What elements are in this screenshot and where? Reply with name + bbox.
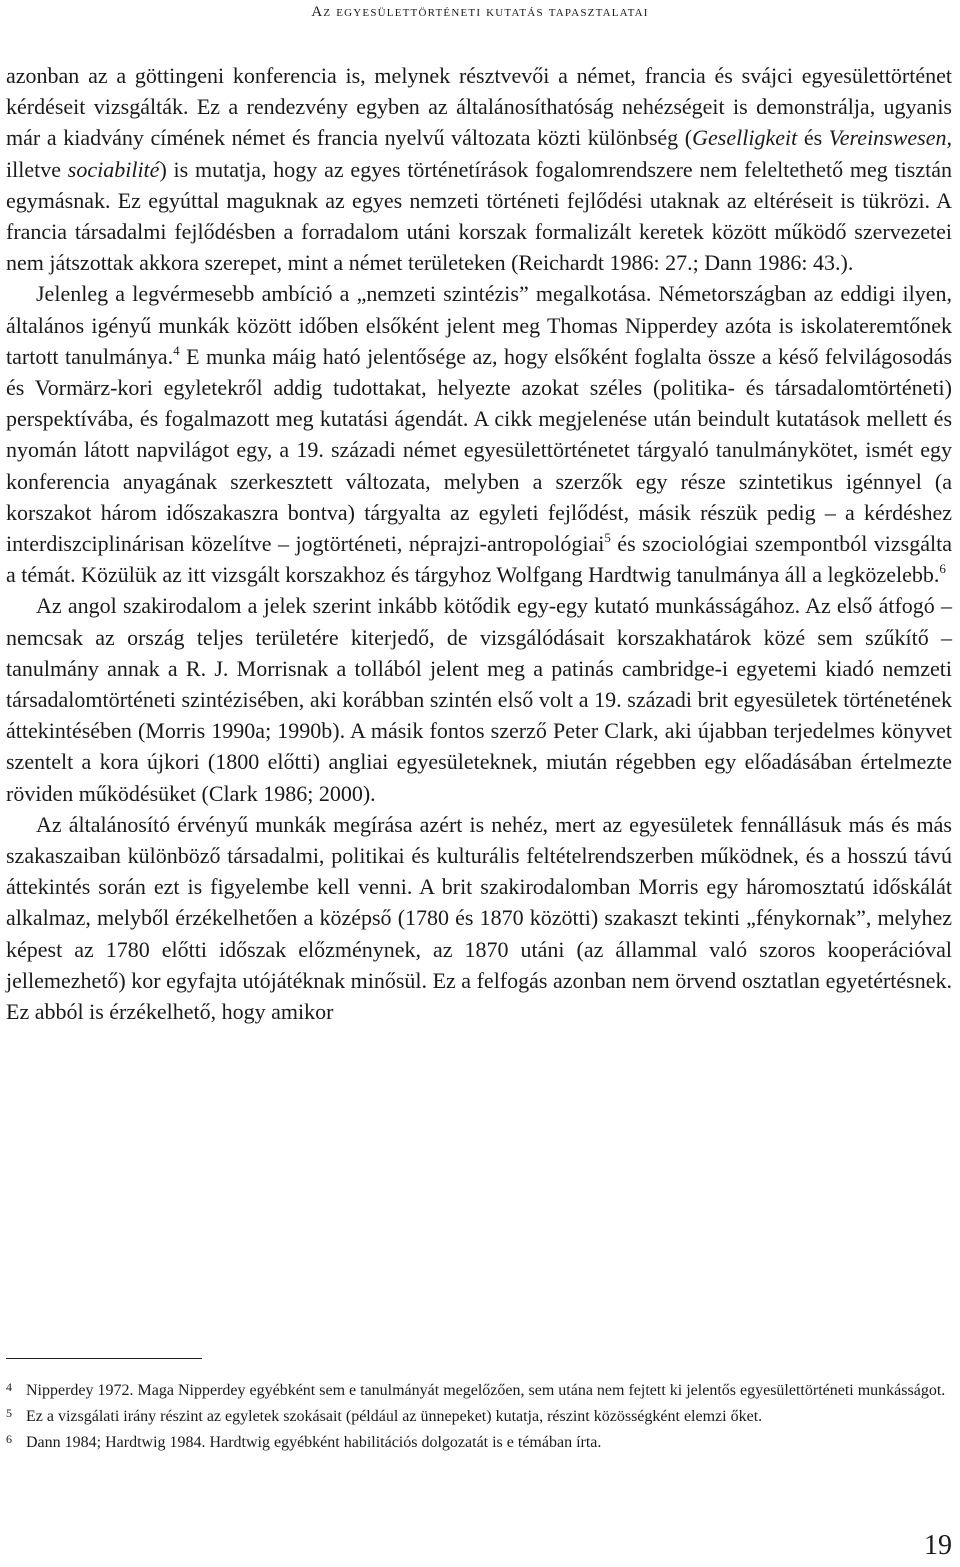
italic-term: Vereinswesen,	[828, 125, 953, 151]
text-run: illetve	[6, 156, 68, 182]
text-run: azonban az a göttingeni konferencia is, melynek résztvevői a német, francia és svájci egyesülettörténet kérdéseit vizsgálták. Ez a rendezvény egyben az általánosíthatóság nehézségeit is demonstrálja, ugyanis már a kiadvány címének német és francia nyelvű változata közti különbség (	[6, 63, 952, 151]
footnote-ref: 4	[173, 342, 180, 358]
text-run: és szociológiai szempontból vizsgálta a témát. Közülük az itt vizsgált korszakhoz és tárgyhoz Wolfgang Hardtwig tanulmánya áll a legközelebb.	[6, 531, 952, 588]
text-run: ) is mutatja, hogy az egyes történetírások fogalomrendszere nem feleltethető meg tisztán egymásnak. Ez egyúttal maguknak az egyes nemzeti történeti fejlődési utaknak az eltéréseit is tükrözi. A francia társadalmi fejlődésben a forradalom utáni korszak formalizált keretek között működő szervezetei nem játszottak akkora szerepet, mint a német területeken (Reichardt 1986: 27.; Dann 1986: 43.).	[6, 156, 952, 276]
footnotes	[6, 1376, 952, 1454]
text-run: és	[797, 125, 829, 151]
text-run: Jelenleg a legvérmesebb ambíció a „nemzeti szintézis” megalkotása. Németországban az eddigi ilyen, általános igényű munkák között időben elsőként jelent meg Thomas Nipperdey azóta is iskolateremtőnek tartott tanulmánya.	[6, 281, 952, 369]
paragraph	[6, 278, 952, 590]
paragraph	[6, 60, 952, 278]
footnote-number: 5	[6, 1406, 12, 1420]
text-run: Az angol szakirodalom a jelek szerint inkább kötődik egy-egy kutató munkásságához. Az első átfogó – nemcsak az ország teljes területére kiterjedő, de vizsgálódásait korszakhatárok közé sem szűkítő – tanulmány annak a R. J. Morrisnak a tollából jelent meg a patinás cambridge-i egyetemi kiadó nemzeti társadalomtörténeti szintézisében, aki korábban szintén első volt a 19. századi brit egyesületek történetének áttekintésében (Morris 1990a; 1990b). A másik fontos szerző Peter Clark, aki újabban terjedelmes könyvet szentelt a kora újkori (1800 előtti) angliai egyesületeknek, miután régebben egy előadásában értelmezte röviden működésüket (Clark 1986; 2000).	[6, 593, 952, 806]
paragraph	[6, 590, 952, 808]
footnote	[6, 1428, 952, 1454]
italic-term: sociabilité	[67, 156, 160, 182]
footnote	[6, 1376, 952, 1402]
footnote-text: Nipperdey 1972. Maga Nipperdey egyébként sem e tanulmányát megelőzően, sem utána nem fejtett ki jelentős egyesülettörténeti munkásságot.	[26, 1382, 946, 1399]
footnote-ref: 5	[604, 530, 611, 546]
footnote	[6, 1402, 952, 1428]
footnote-text: Ez a vizsgálati irány részint az egyletek szokásait (például az ünnepeket) kutatja, részint közösségként elemzi őket.	[26, 1408, 763, 1425]
paragraph	[6, 809, 952, 1027]
footnote-number: 4	[6, 1380, 12, 1394]
page-number: 19	[924, 1530, 952, 1561]
running-head: Az egyesülettörténeti kutatás tapasztalatai	[311, 4, 649, 20]
text-run: E munka máig ható jelentősége az, hogy elsőként foglalta össze a késő felvilágosodás és Vormärz-kori egyletekről addig tudottakat, helyezte azokat széles (politika- és társadalomtörténeti) perspektívába, és fogalmazott meg kutatási ágendát. A cikk megjelenése után beindult kutatások mellett és nyomán látott napvilágot egy, a 19. századi német egyesülettörténetet tárgyaló tanulmánykötet, ismét egy konferencia anyagának szerkesztett változata, melyben a szerzők egy része szintetikus igénnyel (a korszakot három időszakaszra bontva) tárgyalta az egyleti fejlődést, másik részük pedig – a kérdéshez interdiszciplinárisan közelítve – jogtörténeti, néprajzi-antropológiai	[6, 343, 953, 557]
text-run: Az általánosító érvényű munkák megírása azért is nehéz, mert az egyesületek fennállásuk más és más szakaszaiban különböző társadalmi, politikai és kulturális feltételrendszerben működnek, és a hosszú távú áttekintés során ezt is figyelembe kell venni. A brit szakirodalomban Morris egy háromosztatú időskálát alkalmaz, melyből érzékelhetően a középső (1780 és 1870 közötti) szakaszt tekinti „fénykornak”, melyhez képest az 1780 előtti időszak előzménynek, az 1870 utáni (az állammal való szoros kooperációval jellemezhető) kor egyfajta utójátéknak minősül. Ez a felfogás azonban nem örvend osztatlan egyetértésnek. Ez abból is érzékelhető, hogy amikor	[6, 811, 952, 1025]
footnote-separator	[6, 1358, 202, 1359]
footnote-text: Dann 1984; Hardtwig 1984. Hardtwig egyébként habilitációs dolgozatát is e témában írta.	[26, 1434, 602, 1451]
footnote-number: 6	[6, 1432, 12, 1446]
footnote-ref: 6	[939, 561, 946, 577]
italic-term: Geselligkeit	[692, 125, 798, 151]
body-text	[6, 60, 952, 1027]
